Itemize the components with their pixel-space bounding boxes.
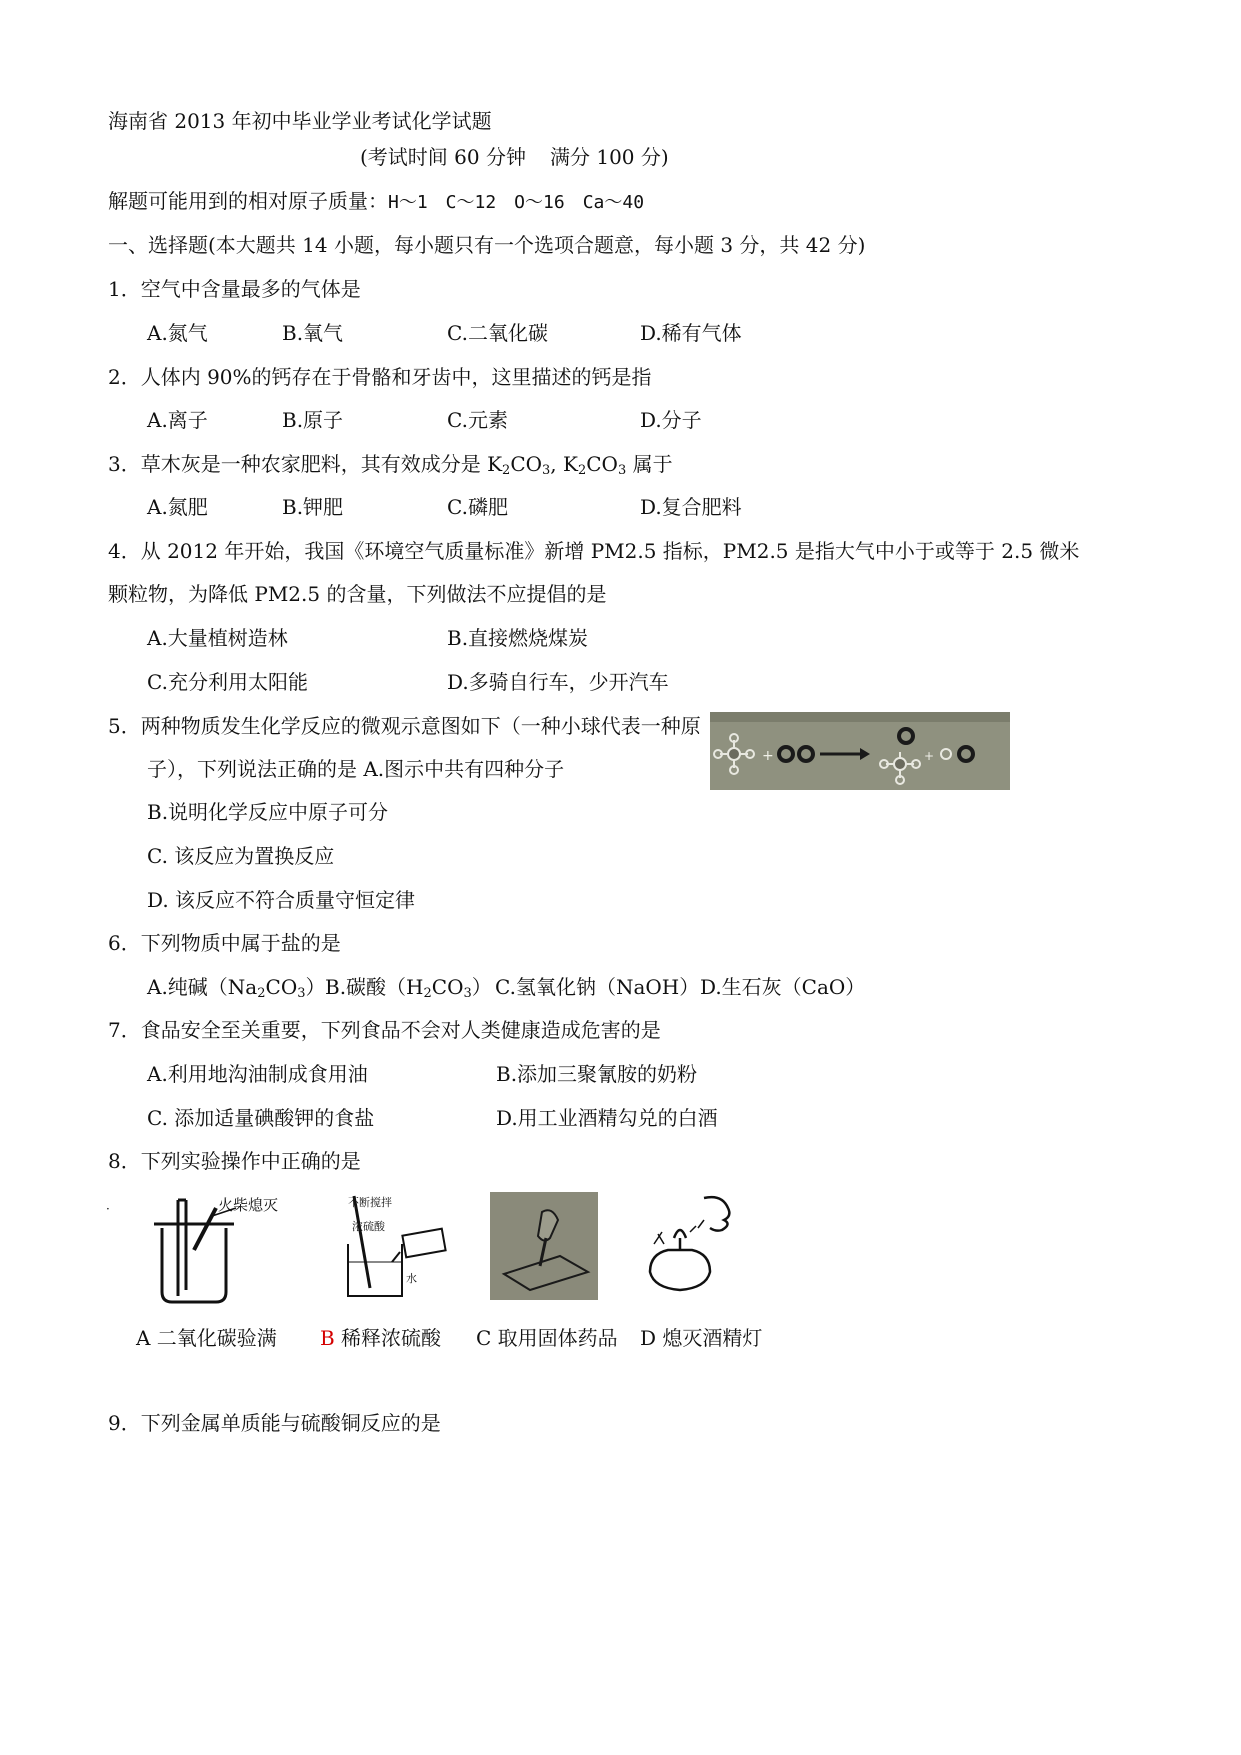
q4-stem-line2: 颗粒物，为降低 PM2.5 的含量，下列做法不应提倡的是	[108, 582, 607, 606]
plus-sign-1: +	[762, 748, 774, 764]
q5-stem-line1: 5．两种物质发生化学反应的微观示意图如下（一种小球代表一种原	[108, 714, 701, 738]
figure-a-label: 火柴熄灭	[218, 1196, 279, 1214]
exam-title: 海南省 2013 年初中毕业学业考试化学试题	[108, 109, 492, 133]
atomic-mass-label: 解题可能用到的相对原子质量：	[108, 189, 388, 213]
q3-stem-mid: CO	[586, 452, 618, 476]
section-heading: 一、选择题(本大题共 14 小题，每小题只有一个选项合题意，每小题 3 分，共 42 分)	[108, 233, 866, 257]
stray-dot: ·	[106, 1202, 110, 1216]
figure-b-label-stir: 不断搅拌	[348, 1196, 392, 1209]
diagram-top-band	[710, 712, 1010, 722]
q5-stem-line2: 子），下列说法正确的是 A.图示中共有四种分子	[147, 757, 565, 781]
figure-b-label-acid: 浓硫酸	[352, 1220, 385, 1233]
q4-stem-line1: 4．从 2012 年开始，我国《环境空气质量标准》新增 PM2.5 指标，PM2.5 是指大气中小于或等于 2.5 微米	[108, 539, 1080, 563]
q3-option-c: C.磷肥	[447, 495, 508, 519]
figure-b-label-water: 水	[406, 1272, 417, 1285]
q2-option-d: D.分子	[640, 408, 702, 432]
q3-stem	[108, 451, 673, 477]
q3-option-d: D.复合肥料	[640, 495, 742, 519]
exam-time: (考试时间 60 分钟	[360, 145, 526, 169]
q6-a-text: CO	[265, 975, 298, 999]
q2-option-b: B.原子	[282, 408, 344, 432]
figure-solid-reagent	[490, 1192, 598, 1300]
q6-option-b	[325, 974, 492, 1000]
match-stick-drawing	[194, 1208, 236, 1250]
q6-a-sub: 2	[257, 986, 266, 1001]
q7-option-c: C. 添加适量碘酸钾的食盐	[147, 1106, 375, 1130]
q1-option-d: D.稀有气体	[640, 321, 742, 345]
q3-option-b: B.钾肥	[282, 495, 344, 519]
plus-sign-2: +	[924, 749, 935, 763]
q8-stem: 8．下列实验操作中正确的是	[108, 1149, 361, 1173]
q3-stem-pre: 3．草木灰是一种农家肥料，其有效成分是 K	[108, 452, 503, 476]
q6-b-sub: 2	[423, 986, 432, 1001]
q6-option-a	[147, 974, 326, 1000]
q6-a-text: ）	[305, 975, 326, 999]
q1-stem: 1．空气中含量最多的气体是	[108, 277, 361, 301]
q4-option-d: D.多骑自行车，少开汽车	[447, 670, 669, 694]
q4-option-c: C.充分利用太阳能	[147, 670, 308, 694]
q6-a-text: A.纯碱（Na	[147, 975, 258, 999]
q6-option-d: D.生石灰（CaO）	[700, 975, 866, 999]
q8-option-b-text: 稀释浓硫酸	[334, 1326, 442, 1350]
q8-option-b-letter: B	[320, 1326, 335, 1350]
q5-option-d: D. 该反应不符合质量守恒定律	[147, 888, 416, 912]
exam-score: 满分 100 分)	[550, 145, 669, 169]
q2-stem: 2．人体内 90%的钙存在于骨骼和牙齿中，这里描述的钙是指	[108, 365, 652, 389]
q3-sub: 3	[617, 463, 627, 478]
q1-option-c: C.二氧化碳	[447, 321, 548, 345]
q7-option-d: D.用工业酒精勾兑的白酒	[496, 1106, 718, 1130]
q6-b-text: CO	[431, 975, 464, 999]
q6-b-sub: 3	[463, 986, 472, 1001]
q2-option-c: C.元素	[447, 408, 508, 432]
q6-a-sub: 3	[297, 986, 306, 1001]
q7-option-a: A.利用地沟油制成食用油	[147, 1062, 368, 1086]
figure-d-drawing	[650, 1197, 729, 1290]
q8-option-a: A 二氧化碳验满	[136, 1326, 277, 1350]
q3-stem-mid: CO	[510, 452, 543, 476]
figure-dilute-acid	[340, 1192, 470, 1304]
beaker-drawing	[348, 1196, 446, 1296]
q9-stem: 9．下列金属单质能与硫酸铜反应的是	[108, 1411, 441, 1435]
figure-co2-test	[140, 1192, 300, 1312]
q3-option-a: A.氮肥	[147, 495, 208, 519]
q3-sub: 2	[502, 463, 511, 478]
q3-stem-mid: , K	[550, 452, 578, 476]
figure-alcohol-lamp	[640, 1192, 750, 1302]
reaction-micro-diagram	[710, 712, 1010, 790]
atomic-mass-line	[108, 188, 644, 216]
q8-option-d: D 熄灭酒精灯	[640, 1326, 763, 1350]
q2-option-a: A.离子	[147, 408, 208, 432]
q8-option-c: C 取用固体药品	[476, 1326, 618, 1350]
q4-option-b: B.直接燃烧煤炭	[447, 626, 589, 650]
q3-stem-post: 属于	[626, 452, 673, 476]
q7-stem: 7．食品安全至关重要，下列食品不会对人类健康造成危害的是	[108, 1018, 661, 1042]
q5-option-c: C. 该反应为置换反应	[147, 844, 335, 868]
q3-sub: 2	[577, 463, 587, 478]
q8-option-b	[320, 1325, 441, 1351]
q6-stem: 6．下列物质中属于盐的是	[108, 931, 341, 955]
q1-option-b: B.氧气	[282, 321, 344, 345]
q4-option-a: A.大量植树造林	[147, 626, 288, 650]
q6-option-c: C.氢氧化钠（NaOH）	[495, 975, 700, 999]
q6-b-text: B.碳酸（H	[325, 975, 424, 999]
q7-option-b: B.添加三聚氰胺的奶粉	[496, 1062, 698, 1086]
gas-bottle-drawing	[154, 1200, 234, 1302]
q6-b-text: ）	[471, 975, 492, 999]
q3-sub: 3	[542, 463, 551, 478]
atomic-mass-values: H～1 C～12 O～16 Ca～40	[388, 192, 645, 213]
q5-option-b: B.说明化学反应中原子可分	[147, 800, 389, 824]
q1-option-a: A.氮气	[147, 321, 208, 345]
